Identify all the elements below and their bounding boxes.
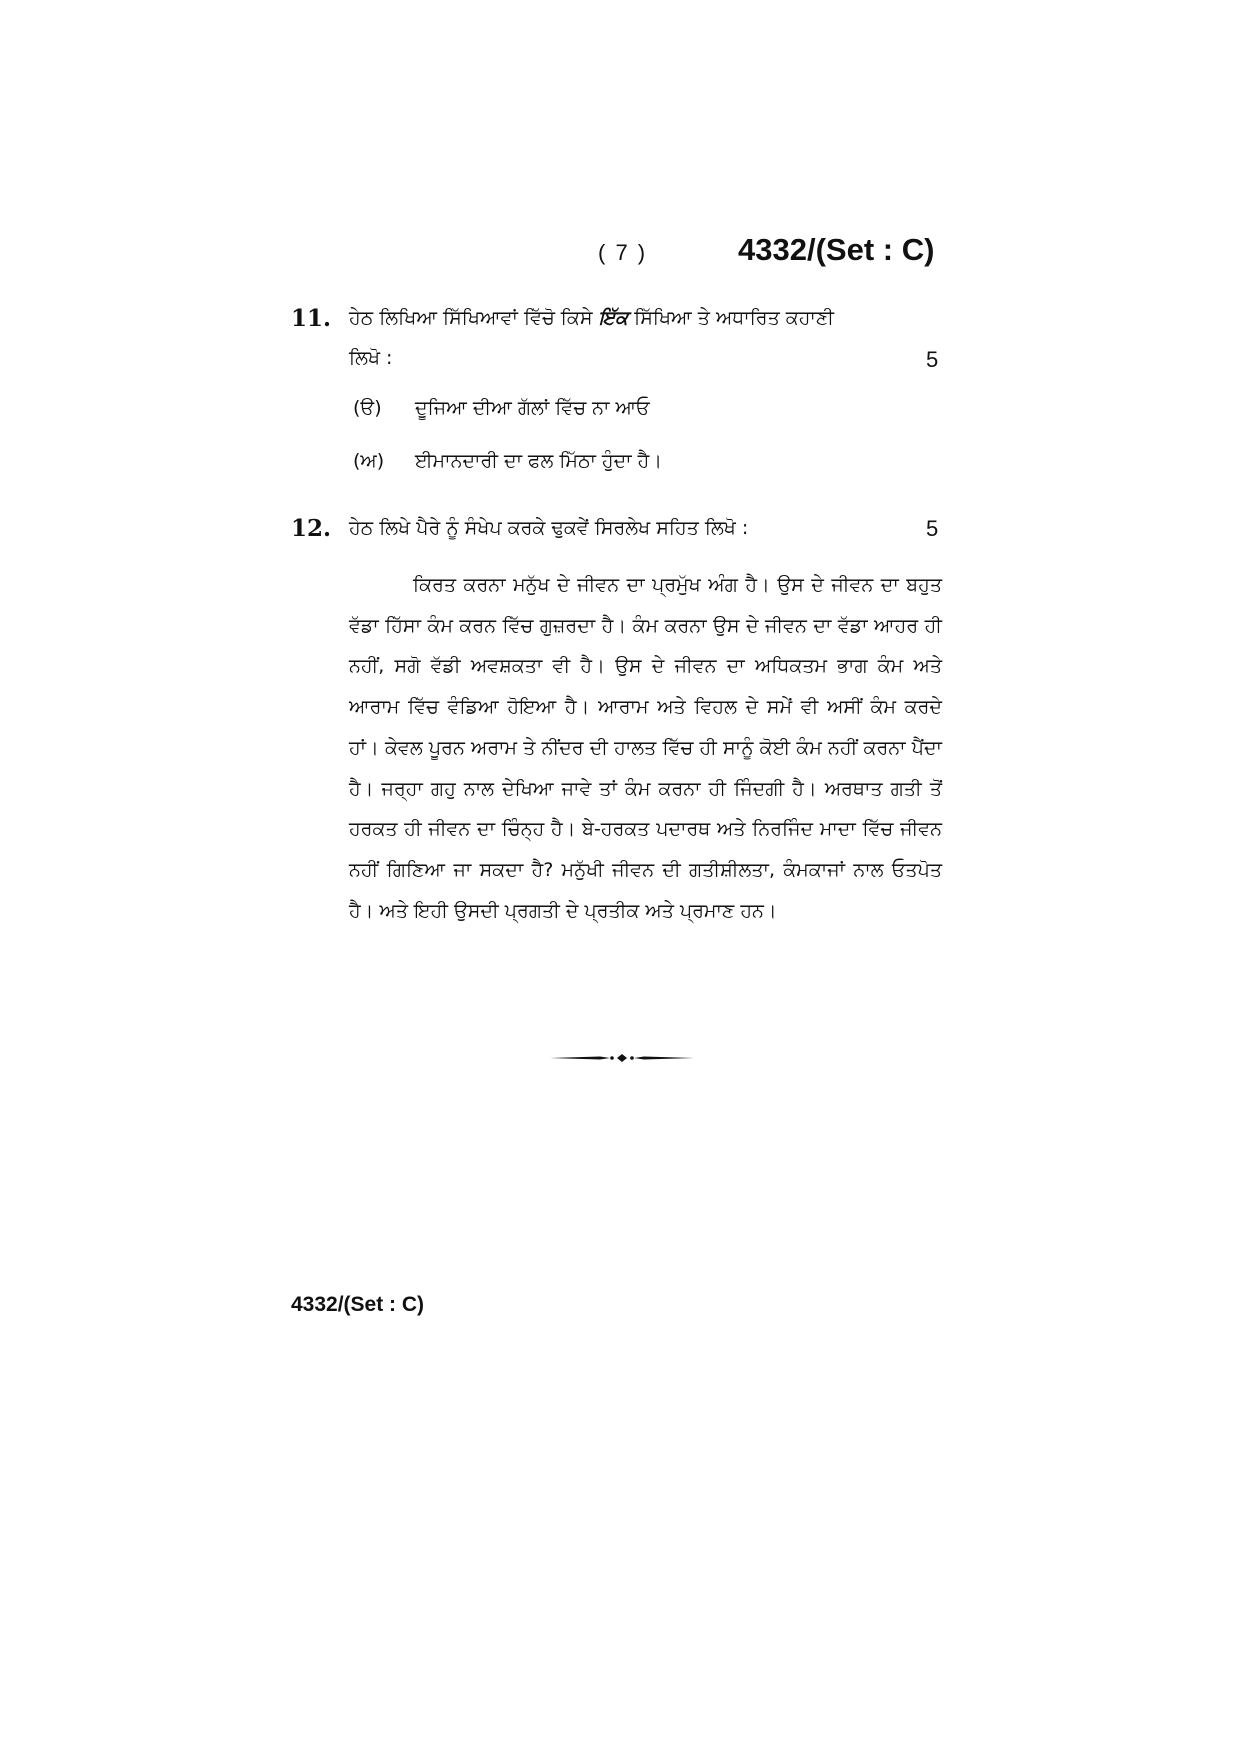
- question-11-option-b-label: (ਅ): [353, 450, 385, 472]
- end-ornament-divider: [550, 1052, 694, 1064]
- question-11-option-a-label: (ੳ): [353, 397, 382, 419]
- question-11-emphasis: ਇੱਕ: [598, 307, 629, 329]
- question-11-marks: 5: [926, 347, 939, 372]
- question-11-option-a-text: ਦੂਜਿਆ ਦੀਆ ਗੱਲਾਂ ਵਿੱਚ ਨਾ ਆਓ: [415, 397, 650, 419]
- page-number: ( 7 ): [598, 240, 648, 265]
- paper-code-header: 4332/(Set : C): [738, 232, 935, 267]
- question-11-text-before: ਹੇਠ ਲਿਖਿਆ ਸਿੱਖਿਆਵਾਂ ਵਿੱਚੋ ਕਿਸੇ: [349, 307, 599, 329]
- paper-code-footer: 4332/(Set : C): [291, 1293, 425, 1316]
- question-12-paragraph: [349, 565, 942, 931]
- question-12-text: ਹੇਠ ਲਿਖੇ ਪੈਰੇ ਨੂੰ ਸੰਖੇਪ ਕਰਕੇ ਢੁਕਵੇਂ ਸਿਰਲੇਖ ਸਹਿਤ ਲਿਖੋ :: [349, 517, 749, 539]
- question-11-text-after: ਸਿੱਖਿਆ ਤੇ ਅਧਾਰਿਤ ਕਹਾਣੀ: [628, 307, 834, 329]
- question-12-number: 12.: [291, 515, 332, 542]
- question-11-option-b-text: ਈਮਾਨਦਾਰੀ ਦਾ ਫਲ ਮਿੱਠਾ ਹੁੰਦਾ ਹੈ।: [415, 450, 663, 472]
- question-11-number: 11.: [291, 305, 332, 332]
- question-11-text-line2: ਲਿਖੋ :: [349, 347, 393, 369]
- question-11-text: [349, 300, 942, 336]
- question-12-marks: 5: [926, 516, 939, 541]
- question-12-paragraph-text: ਕਿਰਤ ਕਰਨਾ ਮਨੁੱਖ ਦੇ ਜੀਵਨ ਦਾ ਪ੍ਰਮੁੱਖ ਅੰਗ ਹੈ। ਉਸ ਦੇ ਜੀਵਨ ਦਾ ਬਹੁਤ ਵੱਡਾ ਹਿੱਸਾ ਕੰਮ ਕਰਨ ਵਿੱਚ ਗੁਜ਼ਰਦਾ ਹੈ। ਕੰਮ ਕਰਨਾ ਉਸ ਦੇ ਜੀਵਨ ਦਾ ਵੱਡਾ ਆਹਰ ਹੀ ਨਹੀਂ, ਸਗੋ ਵੱਡੀ ਅਵਸ਼ਕਤਾ ਵੀ ਹੈ। ਉਸ ਦੇ ਜੀਵਨ ਦਾ ਅਧਿਕਤਮ ਭਾਗ ਕੰਮ ਅਤੇ ਆਰਾਮ ਵਿੱਚ ਵੰਡਿਆ ਹੋਇਆ ਹੈ। ਆਰਾਮ ਅਤੇ ਵਿਹਲ ਦੇ ਸਮੇਂ ਵੀ ਅਸੀਂ ਕੰਮ ਕਰਦੇ ਹਾਂ। ਕੇਵਲ ਪੂਰਨ ਅਰਾਮ ਤੇ ਨੀਂਦਰ ਦੀ ਹਾਲਤ ਵਿੱਚ ਹੀ ਸਾਨੂੰ ਕੋਈ ਕੰਮ ਨਹੀਂ ਕਰਨਾ ਪੈਂਦਾ ਹੈ। ਜਰ੍ਹਾ ਗਹੁ ਨਾਲ ਦੇਖਿਆ ਜਾਵੇ ਤਾਂ ਕੰਮ ਕਰਨਾ ਹੀ ਜਿੰਦਗੀ ਹੈ। ਅਰਥਾਤ ਗਤੀ ਤੋਂ ਹਰਕਤ ਹੀ ਜੀਵਨ ਦਾ ਚਿੰਨ੍ਹ ਹੈ। ਬੇ-ਹਰਕਤ ਪਦਾਰਥ ਅਤੇ ਨਿਰਜਿੰਦ ਮਾਦਾ ਵਿੱਚ ਜੀਵਨ ਨਹੀਂ ਗਿਣਿਆ ਜਾ ਸਕਦਾ ਹੈ? ਮਨੁੱਖੀ ਜੀਵਨ ਦੀ ਗਤੀਸ਼ੀਲਤਾ, ਕੰਮਕਾਜਾਂ ਨਾਲ ਓਤਪੋਤ ਹੈ। ਅਤੇ ਇਹੀ ਉਸਦੀ ਪ੍ਰਗਤੀ ਦੇ ਪ੍ਰਤੀਕ ਅਤੇ ਪ੍ਰਮਾਣ ਹਨ।: [349, 574, 942, 922]
